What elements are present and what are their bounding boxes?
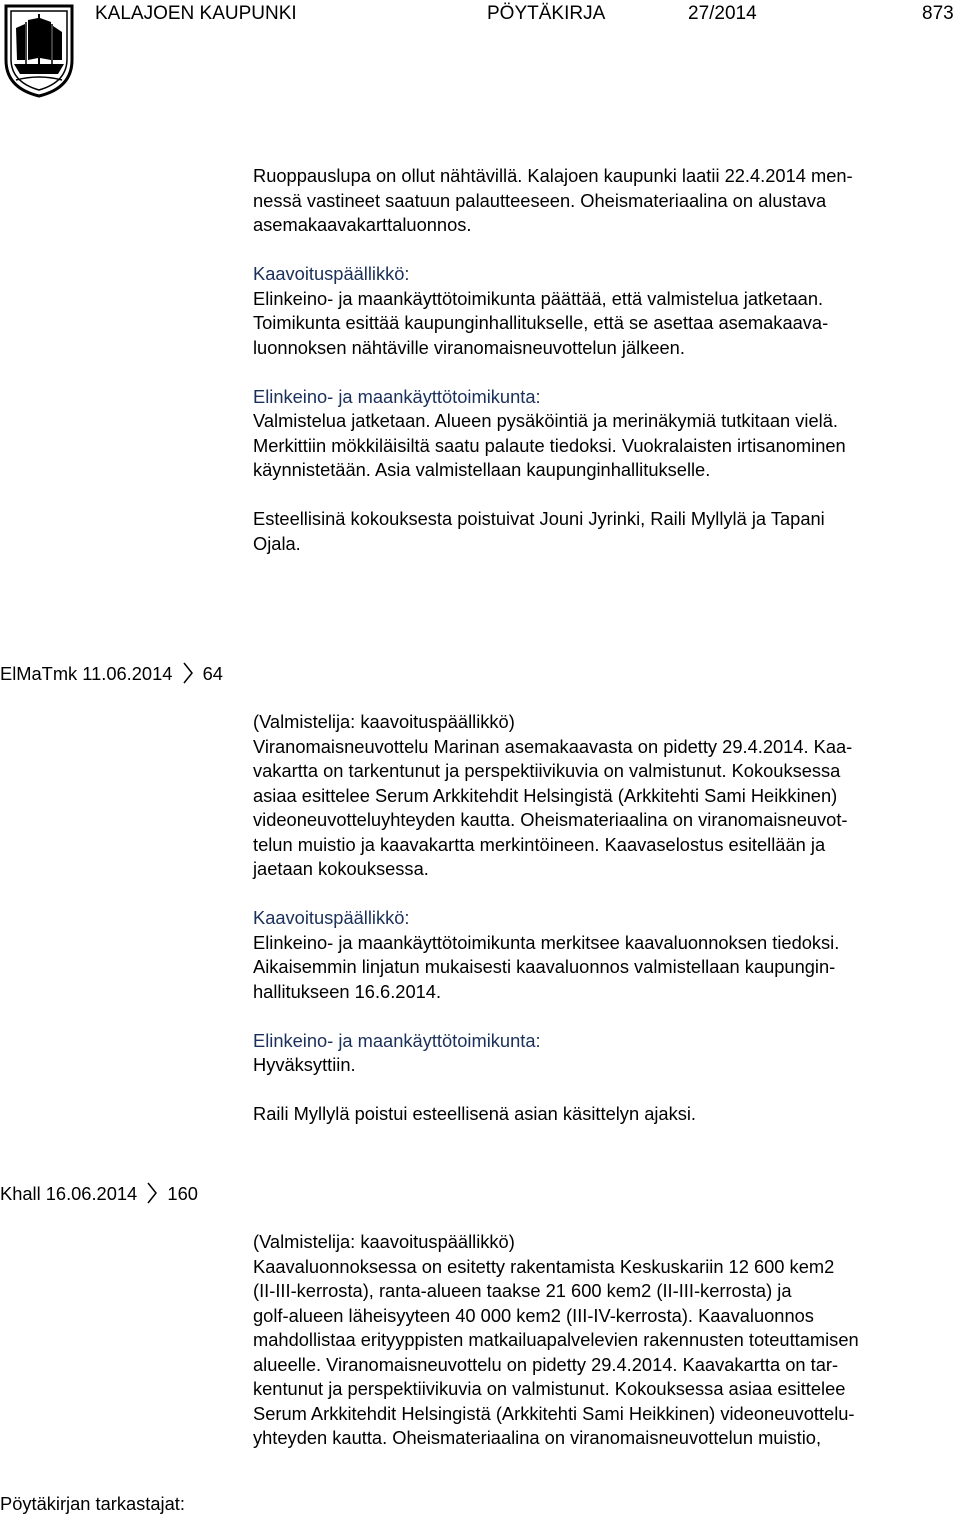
paragraph: Hyväksyttiin. (253, 1054, 356, 1075)
block1 (253, 164, 953, 556)
meeting-reference: ElMaTmk 11.06.2014 (0, 663, 173, 684)
proposal-heading: Kaavoituspäällikkö: (253, 907, 410, 928)
decision-heading: Elinkeino- ja maankäyttötoimikunta: (253, 1029, 541, 1051)
minutes-inspectors-label: Pöytäkirjan tarkastajat: (0, 1493, 185, 1514)
section-number: 160 (167, 1183, 198, 1204)
section-arrow-icon (146, 1182, 158, 1204)
preparer-note: (Valmistelija: kaavoituspäällikkö) (253, 711, 515, 732)
proposal-heading: Kaavoituspäällikkö: (253, 263, 410, 284)
decision-heading: Elinkeino- ja maankäyttötoimikunta: (253, 385, 541, 407)
document-number: 27/2014 (688, 3, 757, 24)
paragraph: Elinkeino- ja maankäyttötoimikunta merkitsee kaavaluonnoksen tiedoksi. Aikaisemmin linjatun mukaisesti kaavaluonnos valmistellaan kaupungin- hallitukseen 16.6.2014. (253, 931, 840, 1002)
page-header (0, 0, 960, 28)
section-arrow-icon (182, 662, 194, 684)
section2 (253, 710, 953, 1127)
meeting-reference: Khall 16.06.2014 (0, 1183, 138, 1204)
paragraph: Valmistelua jatketaan. Alueen pysäköintiä ja merinäkymiä tutkitaan vielä. Merkittiin mökkiläisiltä saatu palaute tiedoksi. Vuokralaisten irtisanominen käynnistetään. Asia valmistellaan kaupunginhallitukselle. (253, 410, 846, 480)
paragraph: Ruoppauslupa on ollut nähtävillä. Kalajoen kaupunki laatii 22.4.2014 men- nessä vastineet saatuun palautteeseen. Oheismateriaalina on alustava asemakaavakarttaluonnos. (253, 165, 853, 235)
paragraph: Elinkeino- ja maankäyttötoimikunta päättää, että valmistelua jatketaan. Toimikunta esittää kaupunginhallitukselle, että se asettaa asemakaava- luonnoksen nähtäville viranomaisneuvottelun jälkeen. (253, 287, 829, 358)
document-type: PÖYTÄKIRJA (487, 3, 606, 24)
page-number: 873 (922, 3, 954, 24)
preparer-note: (Valmistelija: kaavoituspäällikkö) (253, 1231, 515, 1252)
paragraph: Raili Myllylä poistui esteellisenä asian käsittelyn ajaksi. (253, 1103, 697, 1124)
coat-of-arms-icon (2, 2, 76, 98)
paragraph: Viranomaisneuvottelu Marinan asemakaavasta on pidetty 29.4.2014. Kaa- vakartta on tarkentunut ja perspektiivikuvia on valmistunut. Kokouksessa asiaa esittelee Serum Arkkitehdit Helsingistä (Arkkitehti Sami Heikkinen) videoneuvotteluyhteyden kautta. Oheismateriaalina on viranomaisneuvot- telun muistio ja kaavakartta merkintöineen. Kaavaselostus esitellään ja jaetaan kokouksessa. (253, 735, 853, 879)
section3 (253, 1230, 958, 1451)
section-reference (0, 1182, 198, 1207)
section-number: 64 (202, 663, 223, 684)
organization-name: KALAJOEN KAUPUNKI (95, 3, 297, 24)
section-reference (0, 662, 223, 687)
paragraph: Kaavaluonnoksessa on esitetty rakentamista Keskuskariin 12 600 kem2 (II-III-kerrosta), ranta-alueen taakse 21 600 kem2 (II-III-kerrosta) ja golf-alueen läheisyyteen 40 000 kem2 (III-IV-kerrosta). Kaavaluonnos mahdollistaa erityyppisten matkailuapalvelevien rakennusten toteuttamisen alueelle. Viranomaisneuvottelu on pidetty 29.4.2014. Kaavakartta on tar- kentunut ja perspektiivikuvia on valmistunut. Kokouksessa asiaa esittelee Serum Arkkitehdit Helsingistä (Arkkitehti Sami Heikkinen) videoneuvottelu- yhteyden kautta. Oheismateriaalina on viranomaisneuvottelun muistio, (253, 1255, 859, 1448)
paragraph: Esteellisinä kokouksesta poistuivat Jouni Jyrinki, Raili Myllylä ja Tapani Ojala. (253, 508, 825, 554)
